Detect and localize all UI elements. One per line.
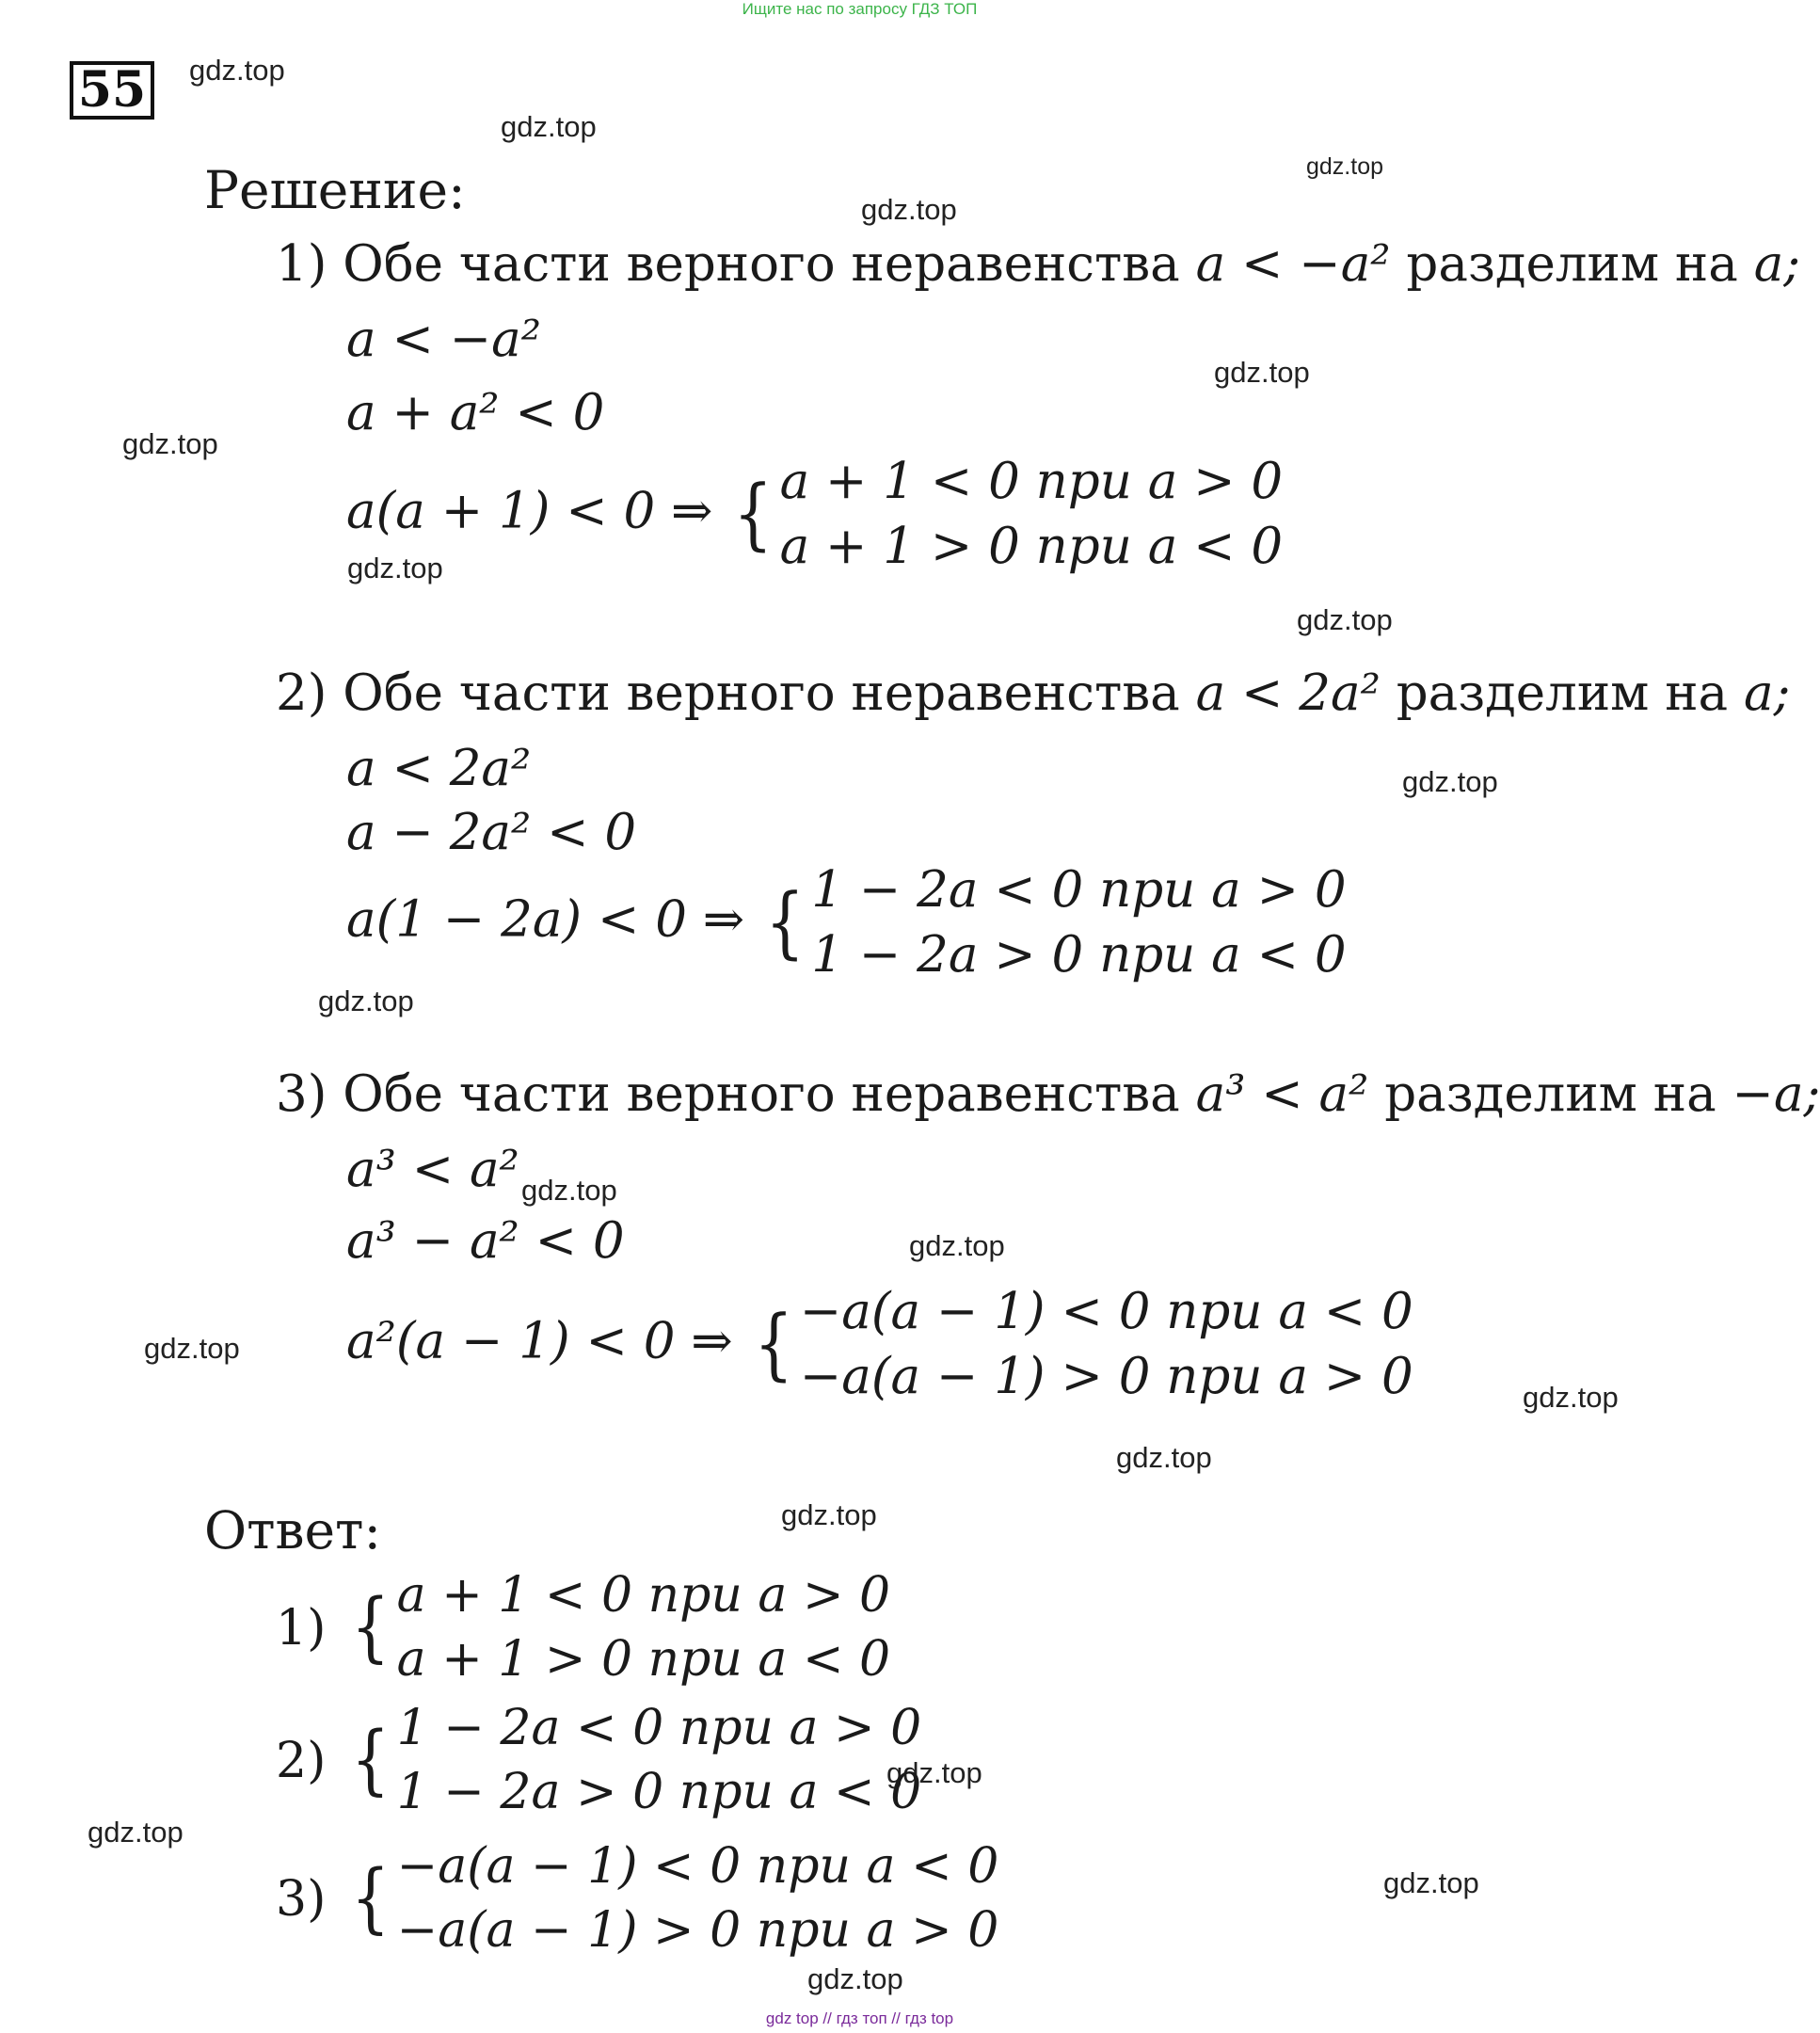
brace: {	[351, 1583, 391, 1673]
intro-expression: a³ < a²	[1195, 1065, 1369, 1123]
watermark: gdz.top	[189, 54, 285, 87]
part-3-intro	[276, 1065, 1820, 1123]
watermark: gdz.top	[88, 1816, 184, 1849]
answer-line: a + 1 > 0 при a < 0	[396, 1630, 891, 1688]
intro-variable: −a;	[1732, 1065, 1820, 1123]
problem-number: 55	[70, 61, 154, 120]
watermark: gdz.top	[1214, 356, 1310, 389]
brace: {	[753, 1299, 793, 1389]
intro-tail: разделим на	[1384, 1065, 1716, 1123]
step-line: a < 2a²	[346, 740, 532, 797]
top-banner: Ищите нас по запросу ГДЗ ТОП	[742, 0, 978, 18]
answer-heading: Ответ:	[204, 1500, 381, 1561]
watermark: gdz.top	[1306, 153, 1384, 180]
implication: a²(a − 1) < 0 ⇒	[346, 1312, 733, 1370]
step-line: a + a² < 0	[346, 384, 605, 441]
intro-text: Обе части верного неравенства	[343, 664, 1180, 722]
part-number: 1)	[276, 235, 327, 293]
watermark: gdz.top	[1116, 1441, 1212, 1474]
answer-line: a + 1 < 0 при a > 0	[396, 1567, 891, 1624]
answer-line: 1 − 2a > 0 при a < 0	[396, 1763, 922, 1820]
watermark: gdz.top	[886, 1756, 982, 1789]
system	[760, 858, 1347, 988]
intro-tail: разделим на	[1396, 664, 1729, 722]
system-line: 1 − 2a < 0 при a > 0	[811, 861, 1347, 919]
intro-tail: разделим на	[1406, 235, 1738, 293]
implication-row	[346, 450, 1283, 580]
answer-3	[276, 1835, 998, 1962]
brace: {	[765, 877, 806, 968]
watermark: gdz.top	[909, 1229, 1005, 1262]
answer-number: 1)	[276, 1599, 327, 1657]
step-line: a < −a²	[346, 311, 541, 368]
watermark: gdz.top	[347, 552, 443, 584]
watermark: gdz.top	[501, 110, 597, 143]
answer-2	[276, 1697, 921, 1824]
answer-row	[276, 1697, 921, 1824]
watermark: gdz.top	[781, 1498, 877, 1531]
system-line: −a(a − 1) > 0 при a > 0	[799, 1347, 1413, 1405]
system-line: 1 − 2a > 0 при a < 0	[811, 925, 1347, 984]
implication-row	[346, 1280, 1413, 1410]
part-number: 2)	[276, 664, 327, 722]
answer-1	[276, 1564, 890, 1691]
intro-text: Обе части верного неравенства	[343, 1065, 1180, 1123]
answer-row	[276, 1564, 890, 1691]
step-line: a³ < a²	[346, 1141, 519, 1198]
watermark: gdz.top	[144, 1332, 240, 1365]
watermark: gdz.top	[521, 1174, 617, 1207]
system-line: a + 1 < 0 при a > 0	[779, 453, 1284, 510]
brace: {	[351, 1716, 391, 1805]
answer-number: 2)	[276, 1732, 327, 1789]
intro-text: Обе части верного неравенства	[343, 235, 1180, 293]
part-number: 3)	[276, 1065, 327, 1123]
answer-line: 1 − 2a < 0 при a > 0	[396, 1700, 922, 1756]
answer-row	[276, 1835, 998, 1962]
footer: gdz top // гдз топ // гдз top	[765, 2009, 954, 2027]
watermark: gdz.top	[1523, 1381, 1619, 1414]
implication: a(a + 1) < 0 ⇒	[346, 482, 713, 540]
intro-expression: a < −a²	[1195, 235, 1391, 293]
watermark: gdz.top	[861, 193, 957, 226]
watermark: gdz.top	[1402, 765, 1498, 798]
watermark: gdz.top	[122, 427, 218, 460]
solution-heading: Решение:	[204, 160, 466, 220]
implication-row	[346, 858, 1347, 988]
part-1-intro	[276, 235, 1800, 293]
watermark: gdz.top	[807, 1962, 903, 1995]
watermark: gdz.top	[1383, 1866, 1479, 1899]
intro-variable: a;	[1744, 664, 1791, 722]
brace: {	[351, 1854, 391, 1944]
watermark: gdz.top	[1297, 603, 1393, 636]
step-line: a − 2a² < 0	[346, 804, 637, 861]
system	[749, 1280, 1413, 1410]
system	[728, 450, 1283, 580]
watermark: gdz.top	[318, 984, 414, 1017]
answer-number: 3)	[276, 1870, 327, 1928]
implication: a(1 − 2a) < 0 ⇒	[346, 890, 745, 949]
answer-line: −a(a − 1) > 0 при a > 0	[396, 1901, 999, 1959]
intro-variable: a;	[1753, 235, 1801, 293]
system-line: a + 1 > 0 при a < 0	[779, 517, 1284, 575]
system-line: −a(a − 1) < 0 при a < 0	[799, 1283, 1413, 1340]
part-2-intro	[276, 664, 1790, 722]
intro-expression: a < 2a²	[1195, 664, 1381, 722]
step-line: a³ − a² < 0	[346, 1212, 625, 1270]
answer-line: −a(a − 1) < 0 при a < 0	[396, 1838, 999, 1895]
brace: {	[733, 469, 774, 559]
